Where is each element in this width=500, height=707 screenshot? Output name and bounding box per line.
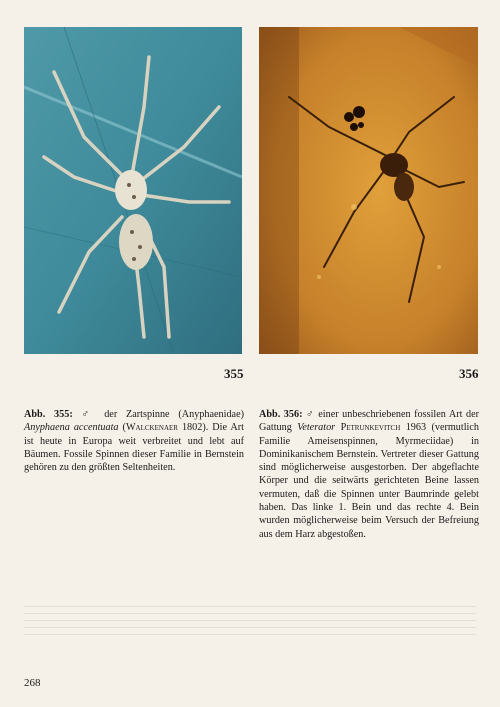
figure-number: 356 xyxy=(459,366,479,381)
caption-label: Abb. 356: xyxy=(259,409,303,420)
species-name: Anyphaena accentuata xyxy=(24,422,119,434)
caption-text: 1963 (vermutlich Familie Ameisenspinnen, Myrmeciidae) in Dominikanischem Bernstein. Vertreter dieser Gattung sind möglicherweise ausgestorben. Der abgeflachte Körper und die seitwärts gerichteten Beine lassen vermuten, daß die Spinnen unter Baumrinde gelebt haben. Das linke 1. Bein und das rechte 4. Bein wurden möglicherweise beim Versuch der Befreiung aus dem Harz abgestoßen. xyxy=(259,422,479,540)
caption-text: 1802). Die Art ist heute in Europa weit verbreitet und lebt auf Bäumen. Fossile Spinnen dieser Familie in Bernstein gehören zu den größten Seltenheiten. xyxy=(24,422,244,474)
page-number: 268 xyxy=(24,677,41,689)
sex-symbol: ♂ xyxy=(81,409,96,420)
caption-text: einer unbeschriebenen fossilen Art der Gattung xyxy=(259,409,479,434)
caption-label: Abb. 355: xyxy=(24,409,73,420)
show-through-text xyxy=(0,600,500,670)
spider-photo xyxy=(24,27,242,354)
figure-number: 355 xyxy=(224,366,244,381)
sex-symbol: ♂ xyxy=(306,409,315,420)
figure-caption xyxy=(24,408,244,474)
figure-caption xyxy=(259,408,479,541)
caption-text: der Zartspinne (Anyphaenidae) xyxy=(95,409,244,420)
author-name: Petrunkevitch xyxy=(340,422,401,434)
genus-name: Veterator xyxy=(297,422,336,434)
author-name: Walckenaer xyxy=(125,422,178,434)
caption-text: ( xyxy=(118,422,126,434)
amber-fossil-photo xyxy=(259,27,478,354)
